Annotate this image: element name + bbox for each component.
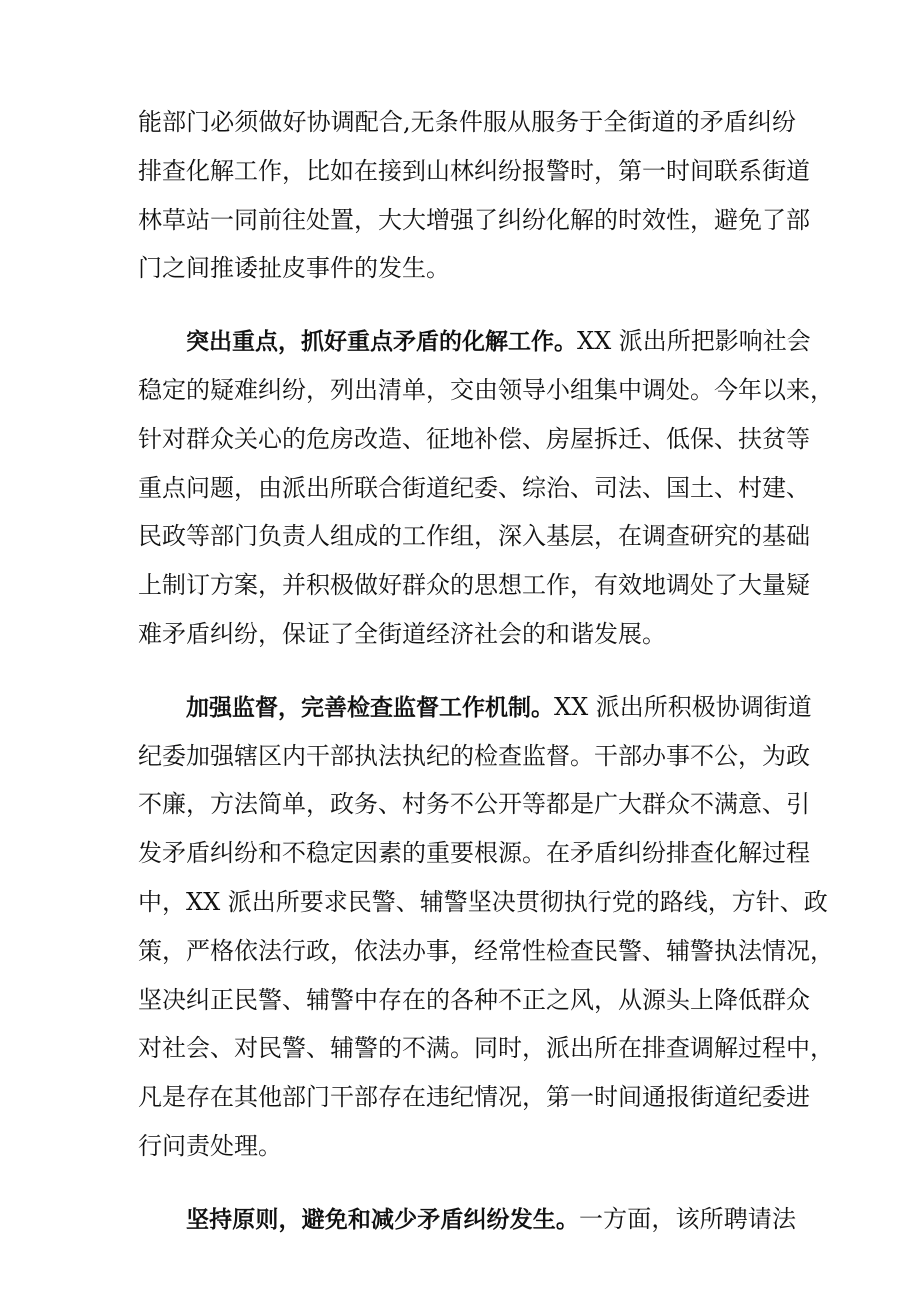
text-line: 门之间推诿扯皮事件的发生。	[138, 254, 450, 283]
paragraph-heading: 坚持原则，避免和减少矛盾纠纷发生。	[186, 1206, 580, 1233]
text-line: 坚决纠正民警、辅警中存在的各种不正之风，从源头上降低群众	[138, 985, 810, 1014]
document-body	[138, 98, 834, 1268]
text-line: 凡是存在其他部门干部存在违纪情况，第一时间通报街道纪委进	[138, 1083, 810, 1112]
text-line: 发矛盾纠纷和不稳定因素的重要根源。在矛盾纠纷排查化解过程	[138, 839, 810, 868]
text-line: 能部门必须做好协调配合,无条件服从服务于全街道的矛盾纠纷	[138, 108, 796, 136]
text-line-first	[138, 317, 811, 366]
text-line: 对社会、对民警、辅警的不满。同时，派出所在排查调解过程中，	[138, 1034, 834, 1063]
paragraph-heading: 加强监督，完善检查监督工作机制。	[186, 694, 554, 721]
text-line: 重点问题，由派出所联合街道纪委、综治、司法、国土、村建、	[138, 473, 810, 502]
text-line: 难矛盾纠纷，保证了全街道经济社会的和谐发展。	[138, 619, 666, 648]
text-line: 行问责处理。	[138, 1131, 282, 1160]
heading-continuation: XX 派出所积极协调街道	[554, 692, 812, 721]
text-line: 针对群众关心的危房改造、征地补偿、房屋拆迁、低保、扶贫等	[138, 424, 810, 453]
paragraph-3	[138, 683, 834, 1171]
heading-continuation: 一方面，该所聘请法	[579, 1204, 797, 1233]
text-line: 中，XX 派出所要求民警、辅警坚决贯彻执行党的路线，方针、政	[138, 887, 828, 916]
paragraph-2	[138, 317, 834, 659]
paragraph-1	[138, 98, 810, 293]
text-line: 策，严格依法行政，依法办事，经常性检查民警、辅警执法情况，	[138, 936, 834, 965]
paragraph-heading: 突出重点，抓好重点矛盾的化解工作。	[186, 329, 577, 356]
text-line-first	[138, 683, 812, 732]
paragraph-4	[138, 1195, 796, 1244]
text-line-first	[138, 1195, 796, 1244]
text-line: 不廉，方法简单，政务、村务不公开等都是广大群众不满意、引	[138, 790, 810, 819]
text-line: 排查化解工作，比如在接到山林纠纷报警时，第一时间联系街道	[138, 156, 810, 185]
text-line: 稳定的疑难纠纷，列出清单，交由领导小组集中调处。今年以来，	[138, 375, 834, 404]
text-line: 民政等部门负责人组成的工作组，深入基层，在调查研究的基础	[138, 522, 810, 551]
text-line: 林草站一同前往处置，大大增强了纠纷化解的时效性，避免了部	[138, 205, 810, 234]
text-line: 上制订方案，并积极做好群众的思想工作，有效地调处了大量疑	[138, 571, 810, 600]
text-line: 纪委加强辖区内干部执法执纪的检查监督。干部办事不公，为政	[138, 741, 810, 770]
heading-continuation: XX 派出所把影响社会	[577, 327, 811, 356]
